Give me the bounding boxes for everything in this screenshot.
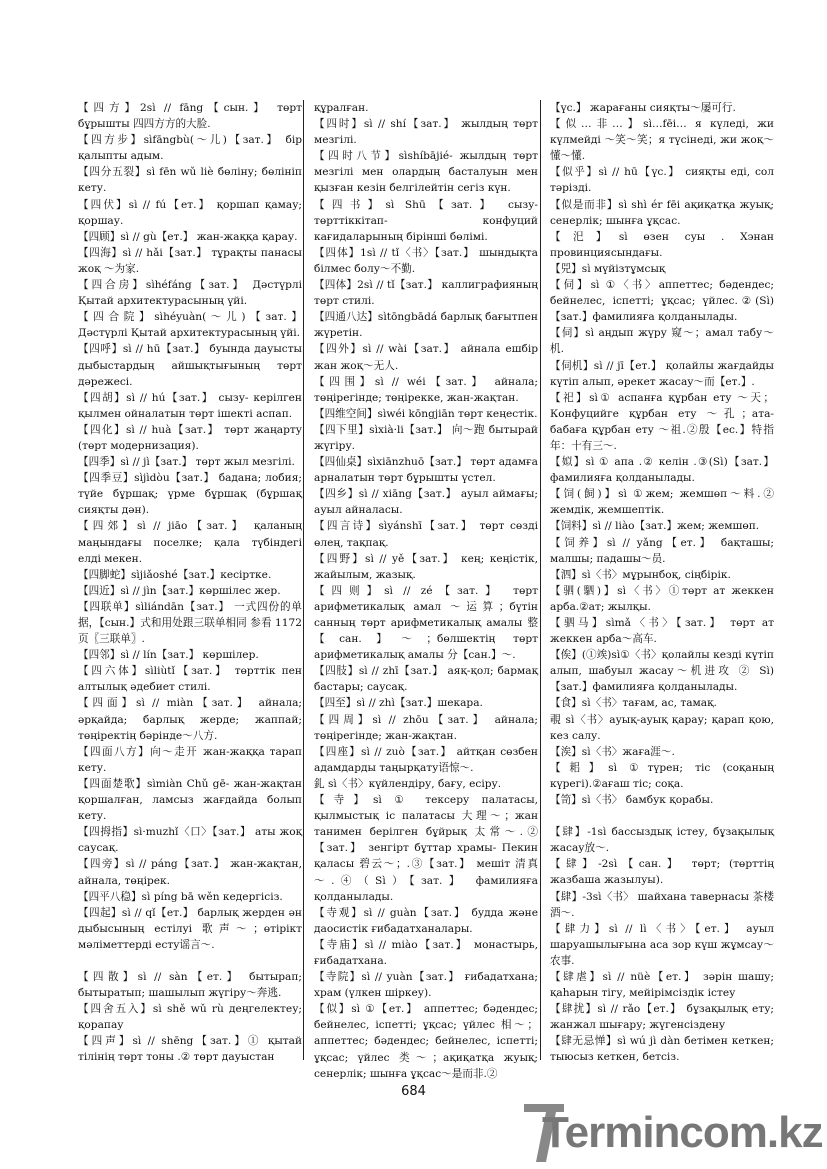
dictionary-entry: 【四方步】sìfāngbù(～儿)【зат.】 бір қалыпты адым.: [78, 134, 302, 163]
dictionary-entry: 【寺院】sì // yuàn【зат.】 ғибадатхана; храм (үлкен шіркеу).: [314, 971, 538, 1000]
dictionary-entry: 【四乡】sì // xiāng【зат.】 ауыл аймағы; ауыл айналасы.: [314, 488, 538, 517]
dictionary-entry: 【食】sì〈书〉тағам, ас, тамақ.: [550, 697, 717, 710]
dictionary-entry: 【肆力】sì // lì〈书〉【ет.】 ауыл шаруашылығына аса зор күш жұмсау～农事.: [550, 922, 774, 967]
dictionary-entry: 【泗】sì〈书〉мұрынбоқ, сіңбірік.: [550, 568, 731, 581]
dictionary-entry: 【四书】sì Shū【зат.】 сызу- төрттіккітап- конфуций кағидаларының бірінші бөлімі.: [314, 198, 538, 243]
dictionary-entry: 【四旁】sì // páng【зат.】 жан-жақтан, айнала, төңірек.: [78, 858, 302, 887]
dictionary-entry: 【四散】sì // sàn【ет.】 бытырап; бытыратып; шашылып жүгіру～奔逃.: [78, 970, 302, 1000]
dictionary-entry: 【似】sì ①【ет.】 аппеттес; бәдендес; бейнелес, іспетті; ұқсас; үйлес 相～；аппеттес; бәдендес; бейнелес, іспетті; ұқсас; үйлес 类～；ақиқатқа жуық; сенерлік; шынға ұқсас～是而非.②: [314, 1003, 538, 1080]
dictionary-entry: 【汜】sì өзен суы . Хэнан провинциясындағы.: [550, 230, 774, 259]
dictionary-entry: 【四脚蛇】sìjiǎoshé【зат.】кесіртке.: [78, 568, 272, 581]
dictionary-entry: 【肆虐】sì // nüè【ет.】 зәрін шашу; қаһарын тігу, мейірімсіздік істеу: [550, 970, 774, 1000]
dictionary-entry: 【四面楚歌】sìmiàn Chǔ gē- жан-жақтан қоршалған, ламсыз жағдайда болып кету.: [78, 777, 302, 823]
dictionary-entry: 【四合院】sìhéyuàn(～儿)【зат.】 Дәстүрлі Қытай архитектурасының үйі.: [78, 311, 302, 340]
dictionary-entry: 【四分五裂】sì fēn wǔ liè бөліну; бөлініп кету.: [78, 166, 302, 195]
dictionary-entry: 【肆】-3sì〈书〉 шайхана тавернасы 茶楼酒～.: [550, 890, 774, 919]
dictionary-entry: 【四合房】sìhéfáng【зат.】 Дәстүрлі Қытай архитектурасының үйі.: [78, 279, 302, 308]
dictionary-entry: 【四周】sì // zhōu【зат.】 айнала; төңірегінде; жан-жақтан.: [314, 713, 538, 742]
dictionary-entry: 【四体】1sì // tǐ〈书〉【зат.】 шындықта білмес болу～不勤.: [314, 246, 538, 275]
dictionary-entry: 【四平八稳】sì píng bā wěn кедергісіз.: [78, 890, 283, 903]
dictionary-entry: 【姒】sì ① апа .② келін .③(Sì)【зат.】фамилияға қолданылады.: [550, 456, 774, 485]
dictionary-entry: 【驷马】sìmǎ〈书〉【зат.】 төрт ат жеккен арба～高车.: [550, 617, 774, 646]
site-logo[interactable]: [524, 1100, 823, 1162]
dictionary-entry: 【四六体】sìliùtǐ【зат.】 төрттік пен алтылық әдебиет стилі.: [78, 665, 302, 694]
dictionary-entry: 【笥】sì〈书〉 бамбук қорабы.: [550, 794, 714, 807]
dictionary-entry: 【伺】sì ①〈书〉аппеттес; бәдендес; бейнелес, іспетті; ұқсас; үйлес.②(Sì)【зат.】фамилияға қолданылады.: [550, 279, 774, 324]
dictionary-entry: 【俟】(①竢)sì①〈书〉қолайлы кезді күтіп алып, шабуыл жасау～机进攻 ② Sì)【зат.】фамилияға қолданылады.: [550, 649, 774, 694]
dictionary-entry: 【үс.】 жарағаны сияқты～屡可行.: [550, 102, 736, 114]
dictionary-entry: 【四体】2sì // tǐ【зат.】 каллиграфияның төрт стилі.: [314, 279, 538, 308]
dictionary-entry: 【似是而非】sì shì ér fēi ақиқатқа жуық; сенерлік; шынға ұқсас.: [550, 198, 774, 227]
dictionary-entry: 【四舍五入】sì shě wǔ rù деңгелектеу; қорапау: [78, 1003, 302, 1032]
dictionary-entry: 【似…非…】sì…fēi… я күледі, жи күлмейді ～笑～笑；я түсінеді, жи жоқ～懂～懂.: [550, 118, 774, 163]
dictionary-entry: 【寺】sì ① тексеру палатасы, қылмыстық іс палатасы 大理～；жан танимен берілген бұйрық 太常～.②【зат.】 зенгірт бұттар храмы- Пекин қаласы 碧云～；.③【зат.】 мешіт 清真～.④（Sì）【зат.】 фамилияға қолданылады.: [314, 794, 538, 903]
dictionary-entry: 【四化】sì // huà【зат.】 төрт жаңарту (төрт модернизация).: [78, 423, 302, 452]
dictionary-entry: 【四起】sì // qǐ【ет.】 барлық жерден ән дыбысының естілуі 歌声～；өтірікт мәліметтерді есту谣言～.: [78, 906, 302, 951]
dictionary-entry: 【驷(駟)】sì〈书〉①төрт ат жеккен арба.②ат; жылқы.: [550, 584, 774, 613]
dictionary-entry: 【四维空间】sìwéi kōngjiān төрт кеңестік.: [314, 407, 538, 420]
dictionary-entry: 【肆无忌惮】sì wú jì dàn бетімен кеткен; тыюсыз кеткен, бетсіз.: [550, 1035, 774, 1064]
dictionary-entry: 【四则】sì // zé【зат.】 төрт арифметикалық амал ～运算；бүтін санның төрт арифметикалық амалы 整【сан.】～；бөлшектің төрт арифметикалық амалы 分【сан.】～.: [314, 584, 538, 662]
dictionary-entry: 【四邻】sì // lín【зат.】 көршілер.: [78, 649, 259, 662]
dictionary-entry: 【四时八节】sìshíbājié- жылдың төрт мезгілі мен олардың басталуын мен қызған кезін белгілейтін сегіз күн.: [314, 150, 538, 195]
dictionary-entry: 覗 sì〈书〉ауық-ауық қарау; қарап қою, кез салу.: [550, 713, 774, 742]
dictionary-entry: 【四外】sì // wài【зат.】 айнала ешбір жан жоқ～无人.: [314, 343, 538, 372]
dictionary-entry: 【祀】sì① аспанға құрбан ету ～天；Конфуцийге құрбан ету ～孔；ата-бабаға құрбан ету ～祖.②殷【ес.】特指年：十有三～.: [550, 391, 774, 452]
dictionary-entry: 【四季】sì // jì【зат.】 төрт жыл мезгілі.: [78, 456, 295, 469]
dictionary-entry: 【四声】sì // shēng【зат.】① қытай тілінің төрт тоны .② төрт дауыстан: [78, 1035, 302, 1064]
logo-wordmark: Termincom.kz: [542, 1108, 823, 1157]
column-1: [78, 100, 302, 1064]
dictionary-entry: 【耜】sì ①түрен; тіс (соқаның күрегі).②ағаш тіс; соқа.: [550, 761, 774, 790]
dictionary-entry: 【肆】-1sì бассыздық істеу, бұзақылық жасау放～.: [550, 826, 774, 855]
dictionary-entry: 【四联单】sìliándān【зат.】 一式四份的单据，【сын.】式和用处跟三联单相同 参看 1172 页〖三联单〗.: [78, 600, 302, 646]
dictionary-entry: 【四围】sì // wéi【зат.】 айнала; төңірегінде; төңірекке, жан-жақтан.: [314, 375, 538, 404]
dictionary-entry: 【四通八达】sìtōngbādá барлық бағытпен жүретін.: [314, 311, 538, 340]
dictionary-entry: 【四季豆】sìjìdòu【зат.】 бадана; лобия; түйе бұршақ; үрме бұршақ (бұршақ сияқты дән).: [78, 472, 302, 517]
dictionary-entry: 【饲(飼)】sì ①жем; жемшөп～料.② жемдік, жемшептік.: [550, 488, 774, 517]
dictionary-entry: 【四近】sì // jìn【зат.】көршілес жер.: [78, 584, 281, 597]
dictionary-entry: 【寺观】sì // guàn【зат.】 будда және даосистік ғибадатханалары.: [314, 906, 538, 935]
dictionary-entry: 【四至】sì // zhì【зат.】шекара.: [314, 697, 483, 710]
dictionary-entry: 【四郊】sì // jiāo【зат.】 қаланың маңындағы поселке; қала түбіндегі елді мекен.: [78, 520, 302, 565]
dictionary-entry: 【四言诗】sìyánshī【зат.】 төрт сөзді өлең, тақпақ.: [314, 520, 538, 549]
dictionary-entry: 【涘】sì〈书〉жаға涯～.: [550, 745, 675, 758]
dictionary-entry: 【四面八方】向～走开 жан-жаққа тарап кету.: [78, 745, 302, 774]
dictionary-entry: 【四海】sì // hǎi【зат.】 тұрақты панасы жоқ ～为家.: [78, 246, 302, 275]
dictionary-entry: 【四肢】sì // zhī【зат.】 аяқ-қол; бармақ бастары; саусақ.: [314, 665, 538, 694]
dictionary-entry: 【兕】sì мүйізтұмсық: [550, 262, 666, 275]
dictionary-entry: 【四顾】sì // gù【ет.】 жан-жаққа қарау.: [78, 230, 298, 243]
dictionary-entry: 【四呼】sì // hū【зат.】 буында дауысты дыбыстардың айшықтығының төрт дәрежесі.: [78, 343, 302, 388]
dictionary-entry: 【四野】sì // yě【зат.】 кең; кеңістік, жайылым, жазық.: [314, 552, 538, 581]
dictionary-entry: 【四伏】sì // fú【ет.】 қоршап қамау; қоршау.: [78, 198, 302, 227]
column-divider: [303, 100, 304, 1060]
dictionary-entry: 【饲养】sì // yǎng【ет.】 бақташы; малшы; падашы～员.: [550, 536, 774, 565]
dictionary-entry: 【四下里】sìxià·li【зат.】 向～跑 бытырай жүгіру.: [314, 423, 538, 452]
dictionary-entry: 【伺】sì аңдып жүру 窥～；амал табу～机.: [550, 327, 774, 356]
dictionary-entry: 【四仙桌】sìxiānzhuō【зат.】 төрт адамға арналатын төрт бұрышты үстел.: [314, 456, 538, 485]
dictionary-entry: 【四拇指】sì·muzhǐ〈口〉【зат.】 аты жоқ саусақ.: [78, 826, 302, 855]
dictionary-entry: 【伺机】sì // jī【ет.】 қолайлы жағдайды күтіп алып, әрекет жасау～而【ет.】.: [550, 359, 774, 388]
dictionary-entry: 【四座】sì // zuò【зат.】 айтқан сөзбен адамдарды таңырқату语惊～.: [314, 745, 538, 774]
column-3: [550, 100, 774, 1064]
dictionary-entry: 【寺庙】sì // miào【зат.】 монастырь, ғибадатхана.: [314, 938, 538, 967]
dictionary-entry: 【四面】sì // miàn【зат.】 айнала; әрқайда; барлық жерде; жаппай; төңіректің бәрінде～八方.: [78, 697, 302, 742]
dictionary-entry: 【四胡】sì // hú【зат.】 сызу- керілген қылмен ойналатын төрт ішекті аспап.: [78, 391, 302, 420]
dictionary-entry: 【肆扰】sì // rǎo【ет.】 бұзақылық ету; жанжал шығару; жүгенсіздену: [550, 1003, 774, 1032]
dictionary-entry: 【肆】-2sì【сан.】 төрт; (төрттің жазбаша жазылуы).: [550, 858, 774, 887]
dictionary-entry: 【似乎】sì // hū【үс.】 сияқты еді, сол тәрізді.: [550, 166, 774, 195]
dictionary-entry: 釓 sì〈书〉күйлендіру, бағу, есіру.: [314, 777, 502, 790]
dictionary-entry: 【饲料】sì // liào【зат.】жем; жемшөп.: [550, 520, 760, 533]
dictionary-entry: 【四方】2sì // fāng【сын.】 төрт бұрышты 四四方方的大脸.: [78, 102, 302, 131]
column-2: [314, 100, 538, 1080]
column-divider: [540, 100, 541, 1060]
dictionary-entry: құралған.: [314, 102, 369, 114]
page-number: 684: [401, 1084, 426, 1099]
dictionary-entry: 【四时】sì // shí【зат.】 жылдың төрт мезгілі.: [314, 118, 538, 147]
